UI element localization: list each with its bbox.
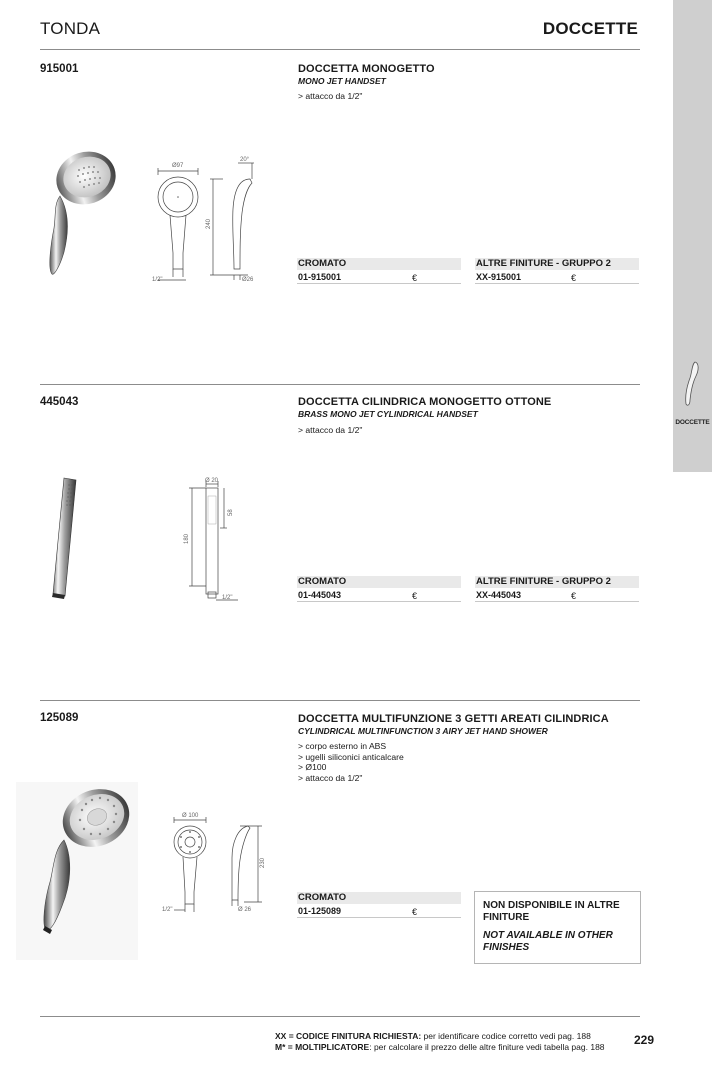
footer-divider [40, 1016, 640, 1017]
footer-note-text: : per calcolare il prezzo delle altre finiture vedi tabella pag. 188 [369, 1042, 605, 1052]
finish-header: ALTRE FINITURE - GRUPPO 2 [475, 576, 639, 588]
technical-drawing [160, 812, 272, 916]
category-title: DOCCETTE [542, 19, 638, 38]
product-subtitle: MONO JET HANDSET [298, 76, 386, 86]
dim-thread: 1/2" [222, 595, 233, 601]
finish-price: € [571, 273, 577, 283]
product-features [298, 741, 404, 783]
finish-code: XX-915001 [476, 272, 522, 282]
not-available-it: NON DISPONIBILE IN ALTRE FINITURE [483, 900, 620, 923]
finish-header: ALTRE FINITURE - GRUPPO 2 [475, 258, 639, 270]
product-title: DOCCETTA MONOGETTO [298, 63, 435, 75]
finish-price: € [412, 591, 418, 601]
finish-price: € [571, 591, 577, 601]
dim-height: 180 [184, 533, 190, 544]
finish-price: € [412, 907, 418, 917]
finish-header: CROMATO [297, 892, 461, 904]
product-title: DOCCETTA CILINDRICA MONOGETTO OTTONE [298, 396, 552, 408]
product-feature: > attacco da 1/2" [298, 772, 363, 783]
section-divider [40, 700, 640, 701]
side-tab-label: DOCCETTE [675, 419, 710, 426]
product-subtitle: CYLINDRICAL MULTINFUNCTION 3 AIRY JET HAND SHOWER [298, 726, 548, 736]
footer-note-text: per identificare codice corretto vedi pag. 188 [421, 1031, 591, 1041]
not-available-en: NOT AVAILABLE IN OTHER FINISHES [483, 930, 613, 953]
dim-top-diameter: Ø97 [172, 163, 184, 169]
dim-top-diameter: Ø 100 [182, 813, 199, 819]
product-photo [48, 475, 80, 600]
dim-thread: 1/2" [162, 907, 173, 913]
finish-table [297, 258, 461, 284]
finish-code: 01-915001 [298, 272, 342, 282]
product-code: 445043 [40, 396, 79, 408]
product-feature: > attacco da 1/2" [298, 91, 363, 101]
handset-icon [682, 360, 702, 412]
not-available-notice [474, 891, 641, 964]
dim-height: 240 [206, 218, 212, 229]
dim-top-diameter: Ø 20 [205, 478, 219, 484]
technical-drawing [178, 476, 250, 604]
finish-row [297, 904, 461, 918]
finish-table [297, 892, 461, 918]
product-feature: > corpo esterno in ABS [298, 741, 387, 751]
product-photo [16, 782, 138, 960]
finish-row [297, 270, 461, 284]
finish-code: 01-445043 [298, 590, 342, 600]
side-tab [673, 0, 712, 472]
series-title: TONDA [40, 19, 101, 38]
product-feature: > Ø100 [298, 762, 327, 772]
finish-code: XX-445043 [476, 590, 522, 600]
finish-row [475, 270, 639, 284]
product-feature: > ugelli siliconici anticalcare [298, 751, 404, 762]
product-photo [46, 148, 118, 280]
product-subtitle: BRASS MONO JET CYLINDRICAL HANDSET [298, 409, 478, 419]
section-divider [40, 384, 640, 385]
dim-height: 230 [260, 857, 266, 868]
product-code: 915001 [40, 63, 79, 75]
page-number: 229 [634, 1033, 655, 1047]
finish-row [297, 588, 461, 602]
finish-table [297, 576, 461, 602]
footer-note-key: M* = MOLTIPLICATORE [275, 1042, 370, 1052]
finish-code: 01-125089 [298, 906, 342, 916]
finish-row [475, 588, 639, 602]
dim-angle: 20° [240, 157, 250, 163]
dim-bottom-diameter: Ø26 [242, 277, 254, 283]
finish-header: CROMATO [297, 576, 461, 588]
dim-bottom-diameter: Ø 26 [238, 907, 252, 913]
product-title: DOCCETTA MULTIFUNZIONE 3 GETTI AREATI CILINDRICA [298, 713, 609, 725]
product-feature: > attacco da 1/2" [298, 425, 363, 435]
product-code: 125089 [40, 712, 79, 724]
technical-drawing [148, 153, 260, 285]
header-divider [40, 49, 640, 50]
finish-table [475, 258, 639, 284]
finish-price: € [412, 273, 418, 283]
finish-header: CROMATO [297, 258, 461, 270]
finish-table [475, 576, 639, 602]
footer-note-multiplier [275, 1042, 605, 1052]
footer-note-finish-code [275, 1031, 591, 1041]
dim-spray: 58 [228, 509, 234, 516]
footer-note-key: XX = CODICE FINITURA RICHIESTA: [275, 1031, 422, 1041]
dim-thread: 1/2" [152, 277, 163, 283]
